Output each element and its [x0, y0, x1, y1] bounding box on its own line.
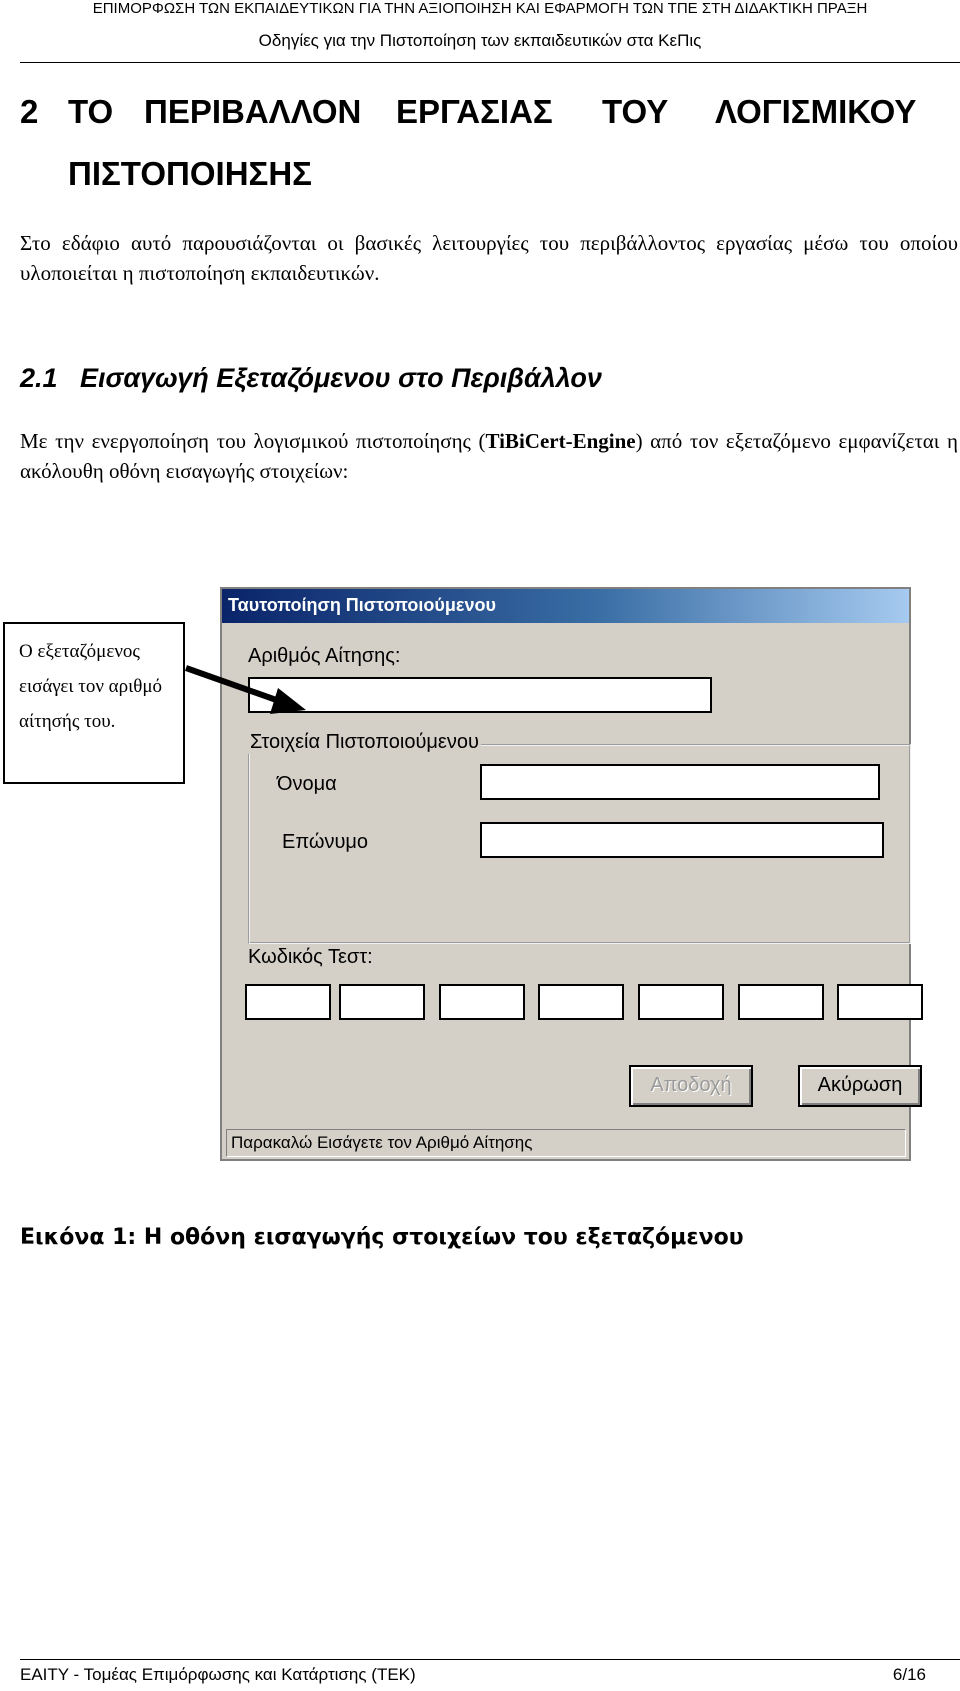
candidate-details-group-title: Στοιχεία Πιστοποιούμενου [250, 731, 479, 753]
first-name-label: Όνομα [277, 773, 337, 795]
para-text: Με την ενεργοποίηση του λογισμικού πιστοποίησης ( [20, 429, 486, 453]
subsection-title: Εισαγωγή Εξεταζόμενου στο Περιβάλλον [80, 363, 602, 393]
last-name-label: Επώνυμο [282, 831, 369, 853]
accept-button[interactable]: Αποδοχή [629, 1065, 753, 1107]
subsection-number: 2.1 [20, 363, 58, 393]
heading-word: ΕΡΓΑΣΙΑΣ [396, 93, 553, 130]
heading-word-number: 2 [20, 93, 39, 130]
heading-word: ΤΟΥ [602, 93, 669, 130]
page-number: 6/16 [892, 1665, 926, 1684]
section-heading-line2: ΠΙΣΤΟΠΟΙΗΣΗΣ [68, 155, 312, 192]
footer-organization: ΕΑΙΤΥ - Τομέας Επιμόρφωσης και Κατάρτισης (ΤΕΚ) [20, 1665, 416, 1684]
cancel-button[interactable]: Ακύρωση [798, 1065, 922, 1107]
running-header-subtitle: Οδηγίες για την Πιστοποίηση των εκπαιδευτικών στα ΚεΠις [258, 31, 702, 50]
intro-paragraph: Στο εδάφιο αυτό παρουσιάζονται οι βασικές λειτουργίες του περιβάλλοντος εργασίας μέσω του οποίου υλοποιείται η πιστοποίηση εκπαιδευτικών. [20, 231, 958, 285]
test-code-label: Κωδικός Τεστ: [248, 946, 373, 968]
running-header-title: ΕΠΙΜΟΡΦΩΣΗ ΤΩΝ ΕΚΠΑΙΔΕΥΤΙΚΩΝ ΓΙΑ ΤΗΝ ΑΞΙΟΠΟΙΗΣΗ ΚΑΙ ΕΦΑΡΜΟΓΗ ΤΩΝ ΤΠΕ ΣΤΗ ΔΙΔΑΚΤΙΚΗ ΠΡΑΞΗ [92, 0, 868, 17]
software-name: TiBiCert-Engine [485, 429, 636, 453]
heading-word: ΤΟ [68, 93, 114, 130]
heading-word: ΛΟΓΙΣΜΙΚΟΥ [715, 93, 917, 130]
application-number-label: Αριθμός Αίτησης: [248, 645, 401, 667]
footer-rule [20, 1659, 960, 1660]
dialog-title: Ταυτοποίηση Πιστοποιούμενου [228, 595, 496, 615]
figure-caption: Εικόνα 1: Η οθόνη εισαγωγής στοιχείων του εξεταζόμενου [20, 1225, 744, 1250]
para-text: ) από τον εξεταζόμενο εμφανίζεται η ακόλουθη οθόνη εισαγωγής στοιχείων: [20, 429, 958, 483]
heading-word: ΠΕΡΙΒΑΛΛΟΝ [144, 93, 362, 130]
callout-note: Ο εξεταζόμενος εισάγει τον αριθμό αίτησής του. [3, 622, 185, 784]
status-bar: Παρακαλώ Εισάγετε τον Αριθμό Αίτησης [226, 1129, 906, 1157]
